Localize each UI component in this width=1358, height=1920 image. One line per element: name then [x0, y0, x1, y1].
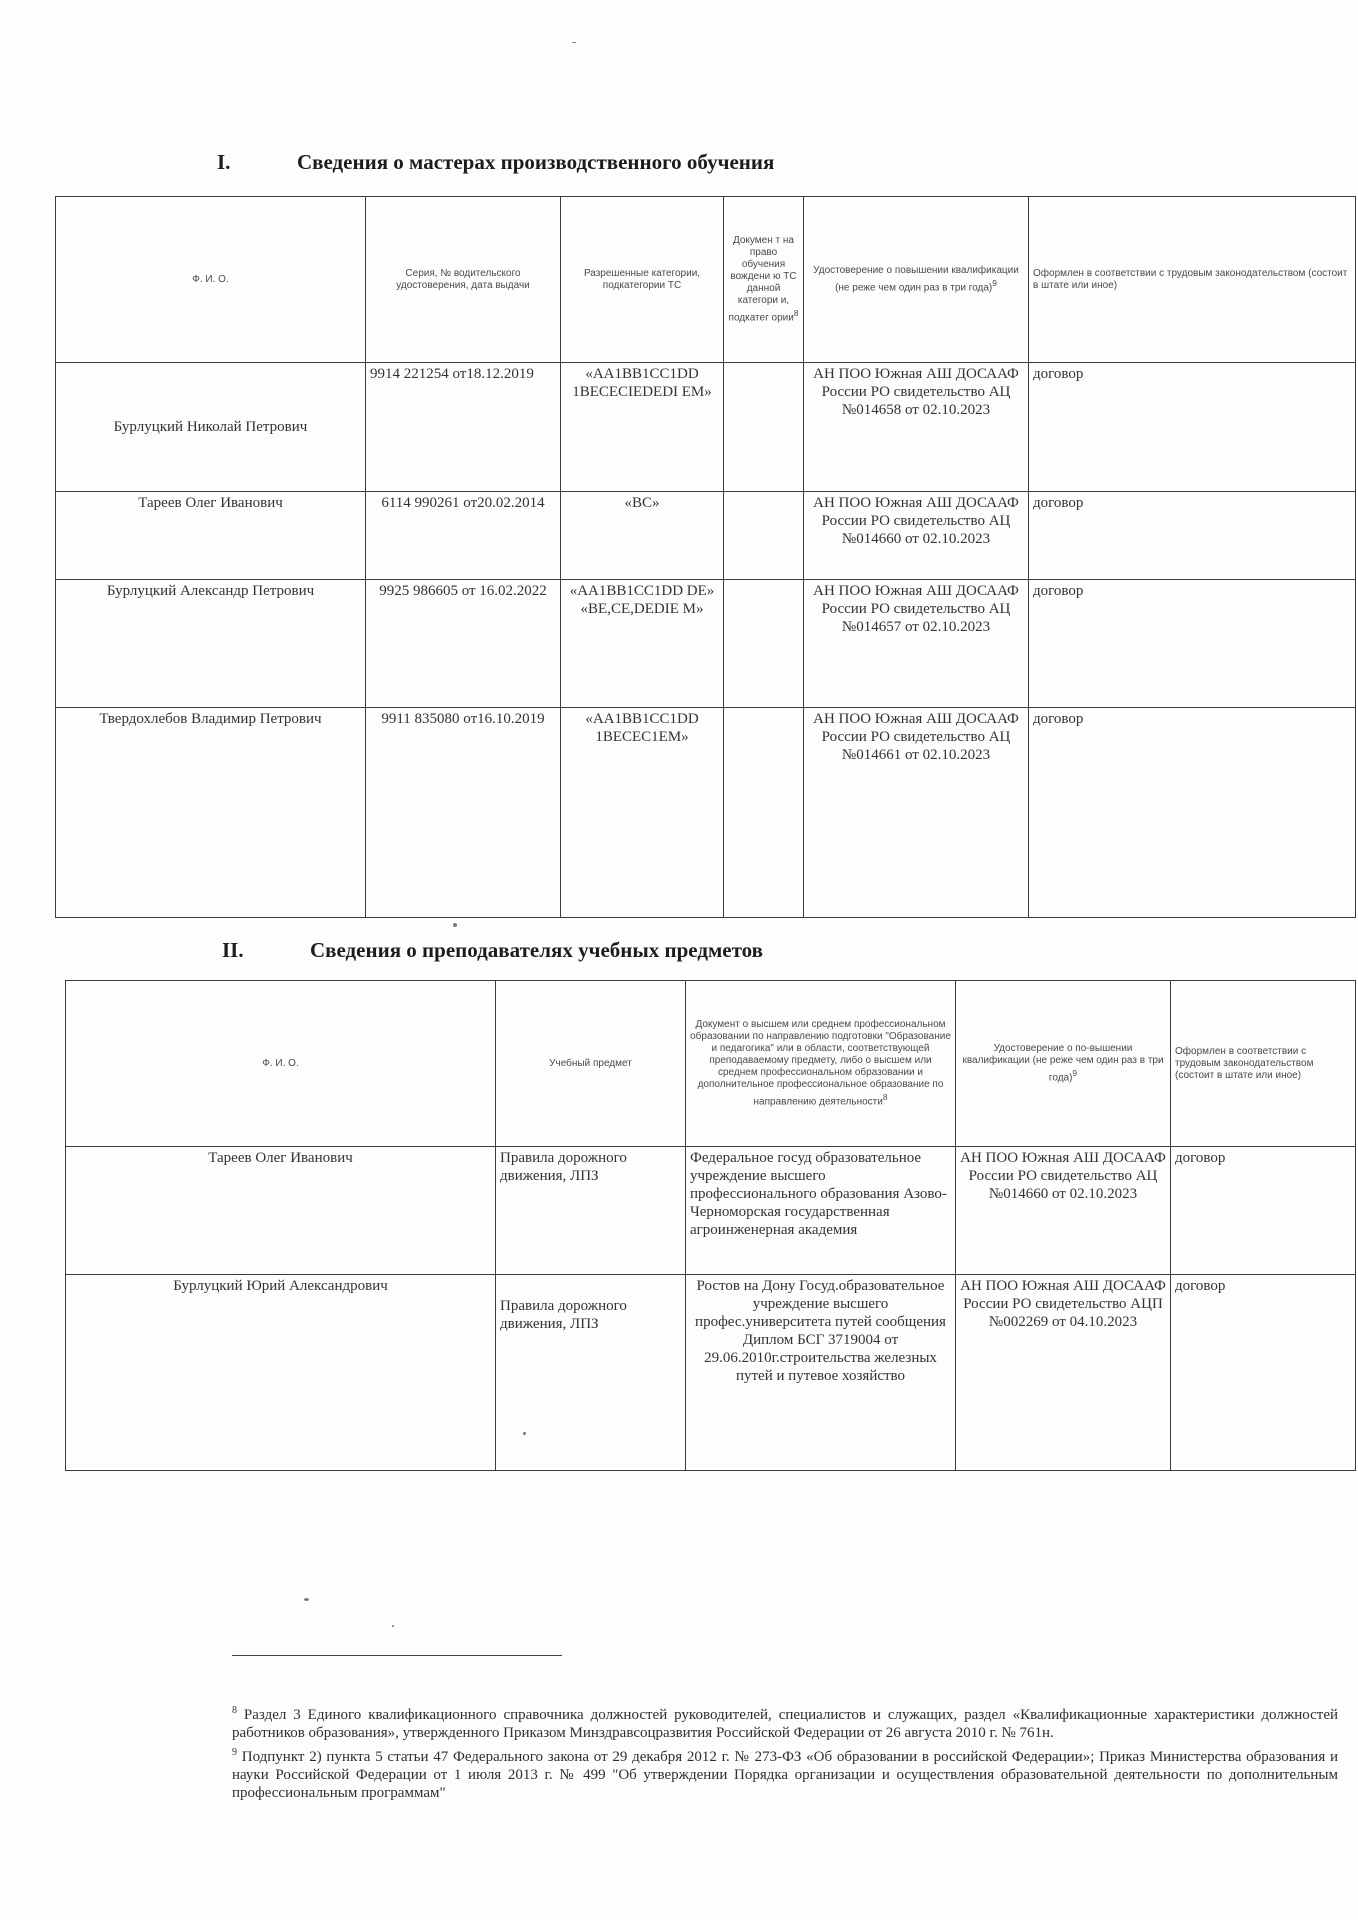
section1-number: I. [217, 150, 231, 174]
header-qualification-text: Удостоверение о повышении квалификации (не реже чем один раз в три года) [813, 264, 1019, 294]
header-license: Серия, № водительского удостоверения, дата выдачи [366, 197, 561, 363]
table-row [56, 363, 1356, 492]
header-qualification [956, 981, 1171, 1147]
header-right-doc-text: Докумен т на право обучения вождени ю ТС данной категори и, подкатег ории [728, 234, 797, 324]
cell-employment: договор [1029, 363, 1356, 492]
header-right-doc [724, 197, 804, 363]
header-qualification-text: Удостоверение о по-вышении квалификации (не реже чем один раз в три года) [962, 1042, 1164, 1084]
cell-right-doc [724, 580, 804, 708]
footnote-separator [232, 1655, 562, 1656]
cell-employment: договор [1029, 580, 1356, 708]
cell-fio: Бурлуцкий Александр Петрович [56, 580, 366, 708]
header-employment: Оформлен в соответствии с трудовым законодательством (состоит в штате или иное) [1029, 197, 1356, 363]
cell-license: 9925 986605 от 16.02.2022 [366, 580, 561, 708]
cell-right-doc [724, 363, 804, 492]
masters-table [55, 196, 1356, 918]
cell-fio: Тареев Олег Иванович [56, 492, 366, 580]
cell-categories: «AA1BB1CC1DD 1BECECIEDEDI EM» [561, 363, 724, 492]
footnote-mark: 9 [232, 1747, 237, 1758]
cell-qualification: АН ПОО Южная АШ ДОСААФ России РО свидетельство АЦП №002269 от 04.10.2023 [956, 1275, 1171, 1471]
cell-fio: Тареев Олег Иванович [66, 1147, 496, 1275]
cell-license: 9914 221254 от18.12.2019 [366, 363, 561, 492]
section2-title [222, 938, 763, 963]
footnote-text: Подпункт 2) пункта 5 статьи 47 Федерального закона от 29 декабря 2012 г. № 273-ФЗ «Об образовании в российской Федерации»; Приказ Министерства образования и науки Российской Федерации от 1 июля 2013 г. № 499 "Об утверждении Порядка организации и осуществления образовательной деятельности по дополнительным профессиональным программам" [232, 1749, 1338, 1801]
footnote-ref: 9 [992, 277, 997, 288]
table-row [66, 1275, 1356, 1471]
cell-qualification: АН ПОО Южная АШ ДОСААФ России РО свидетельство АЦ №014660 от 02.10.2023 [956, 1147, 1171, 1275]
cell-fio: Бурлуцкий Николай Петрович [56, 363, 366, 492]
cell-fio: Твердохлебов Владимир Петрович [56, 708, 366, 918]
table-row [56, 492, 1356, 580]
footnote-ref: 8 [882, 1091, 888, 1102]
header-fio: Ф. И. О. [66, 981, 496, 1147]
cell-qualification: АН ПОО Южная АШ ДОСААФ России РО свидетельство АЦ №014660 от 02.10.2023 [804, 492, 1029, 580]
cell-subject: Правила дорожного движения, ЛПЗ [496, 1275, 686, 1471]
header-categories: Разрешенные категории, подкатегории ТС [561, 197, 724, 363]
cell-categories: «ВС» [561, 492, 724, 580]
section1-title [217, 150, 775, 175]
cell-employment: договор [1171, 1147, 1356, 1275]
cell-qualification: АН ПОО Южная АШ ДОСААФ России РО свидетельство АЦ №014661 от 02.10.2023 [804, 708, 1029, 918]
header-education-text: Документ о высшем или среднем профессиональном образовании по направлению подготовки "Образование и педагогика" или в области, соответствующей преподаваемому предмету, либо о высшем или среднем профессиональном образовании и дополнительное профессиональное образование по направлению деятельности [690, 1018, 951, 1108]
cell-license: 6114 990261 от20.02.2014 [366, 492, 561, 580]
footnote-mark: 8 [232, 1705, 237, 1716]
cell-education: Ростов на Дону Госуд.образовательное учреждение высшего профес.университета путей сообщения Диплом БСГ 3719004 от 29.06.2010г.строительства железных путей и путевое хозяйство [686, 1275, 956, 1471]
cell-qualification: АН ПОО Южная АШ ДОСААФ России РО свидетельство АЦ №014658 от 02.10.2023 [804, 363, 1029, 492]
cell-qualification: АН ПОО Южная АШ ДОСААФ России РО свидетельство АЦ №014657 от 02.10.2023 [804, 580, 1029, 708]
header-subject: Учебный предмет [496, 981, 686, 1147]
footnote-text: Раздел 3 Единого квалификационного справочника должностей руководителей, специалистов и служащих, раздел «Квалификационные характеристики должностей работников образования», утвержденного Приказом Минздравсоцразвития Российской Федерации от 26 августа 2010 г. № 761н. [232, 1707, 1338, 1741]
cell-employment: договор [1171, 1275, 1356, 1471]
section2-number: II. [222, 938, 244, 962]
cell-employment: договор [1029, 708, 1356, 918]
header-education [686, 981, 956, 1147]
section1-title-text: Сведения о мастерах производственного обучения [297, 150, 775, 174]
cell-license: 9911 835080 от16.10.2019 [366, 708, 561, 918]
cell-subject: Правила дорожного движения, ЛПЗ [496, 1147, 686, 1275]
footnote-8 [232, 1702, 1338, 1742]
footnote-ref: 8 [793, 307, 799, 318]
table-row [56, 580, 1356, 708]
scan-speck [523, 1432, 526, 1435]
header-qualification [804, 197, 1029, 363]
scan-speck [392, 1625, 394, 1627]
teachers-header-row [66, 981, 1356, 1147]
table-row [56, 708, 1356, 918]
cell-right-doc [724, 708, 804, 918]
section2-title-text: Сведения о преподавателях учебных предметов [310, 938, 763, 962]
teachers-table [65, 980, 1356, 1471]
scan-speck [453, 923, 457, 927]
cell-right-doc [724, 492, 804, 580]
cell-categories: «AA1BB1CC1DD DE» «ВЕ,СЕ,DЕDIЕ М» [561, 580, 724, 708]
cell-categories: «AA1BB1CC1DD 1BECEC1EM» [561, 708, 724, 918]
table-row [66, 1147, 1356, 1275]
cell-fio: Бурлуцкий Юрий Александрович [66, 1275, 496, 1471]
footnotes [232, 1702, 1338, 1804]
cell-education: Федеральное госуд образовательное учреждение высшего профессионального образования Азово-Черноморская государственная агроинженерная академия [686, 1147, 956, 1275]
scan-speck [572, 42, 576, 43]
scan-speck [304, 1598, 309, 1601]
header-fio: Ф. И. О. [56, 197, 366, 363]
footnote-9 [232, 1744, 1338, 1802]
footnote-ref: 9 [1072, 1067, 1078, 1078]
cell-employment: договор [1029, 492, 1356, 580]
masters-header-row [56, 197, 1356, 363]
header-employment: Оформлен в соответствии с трудовым законодательством (состоит в штате или иное) [1171, 981, 1356, 1147]
